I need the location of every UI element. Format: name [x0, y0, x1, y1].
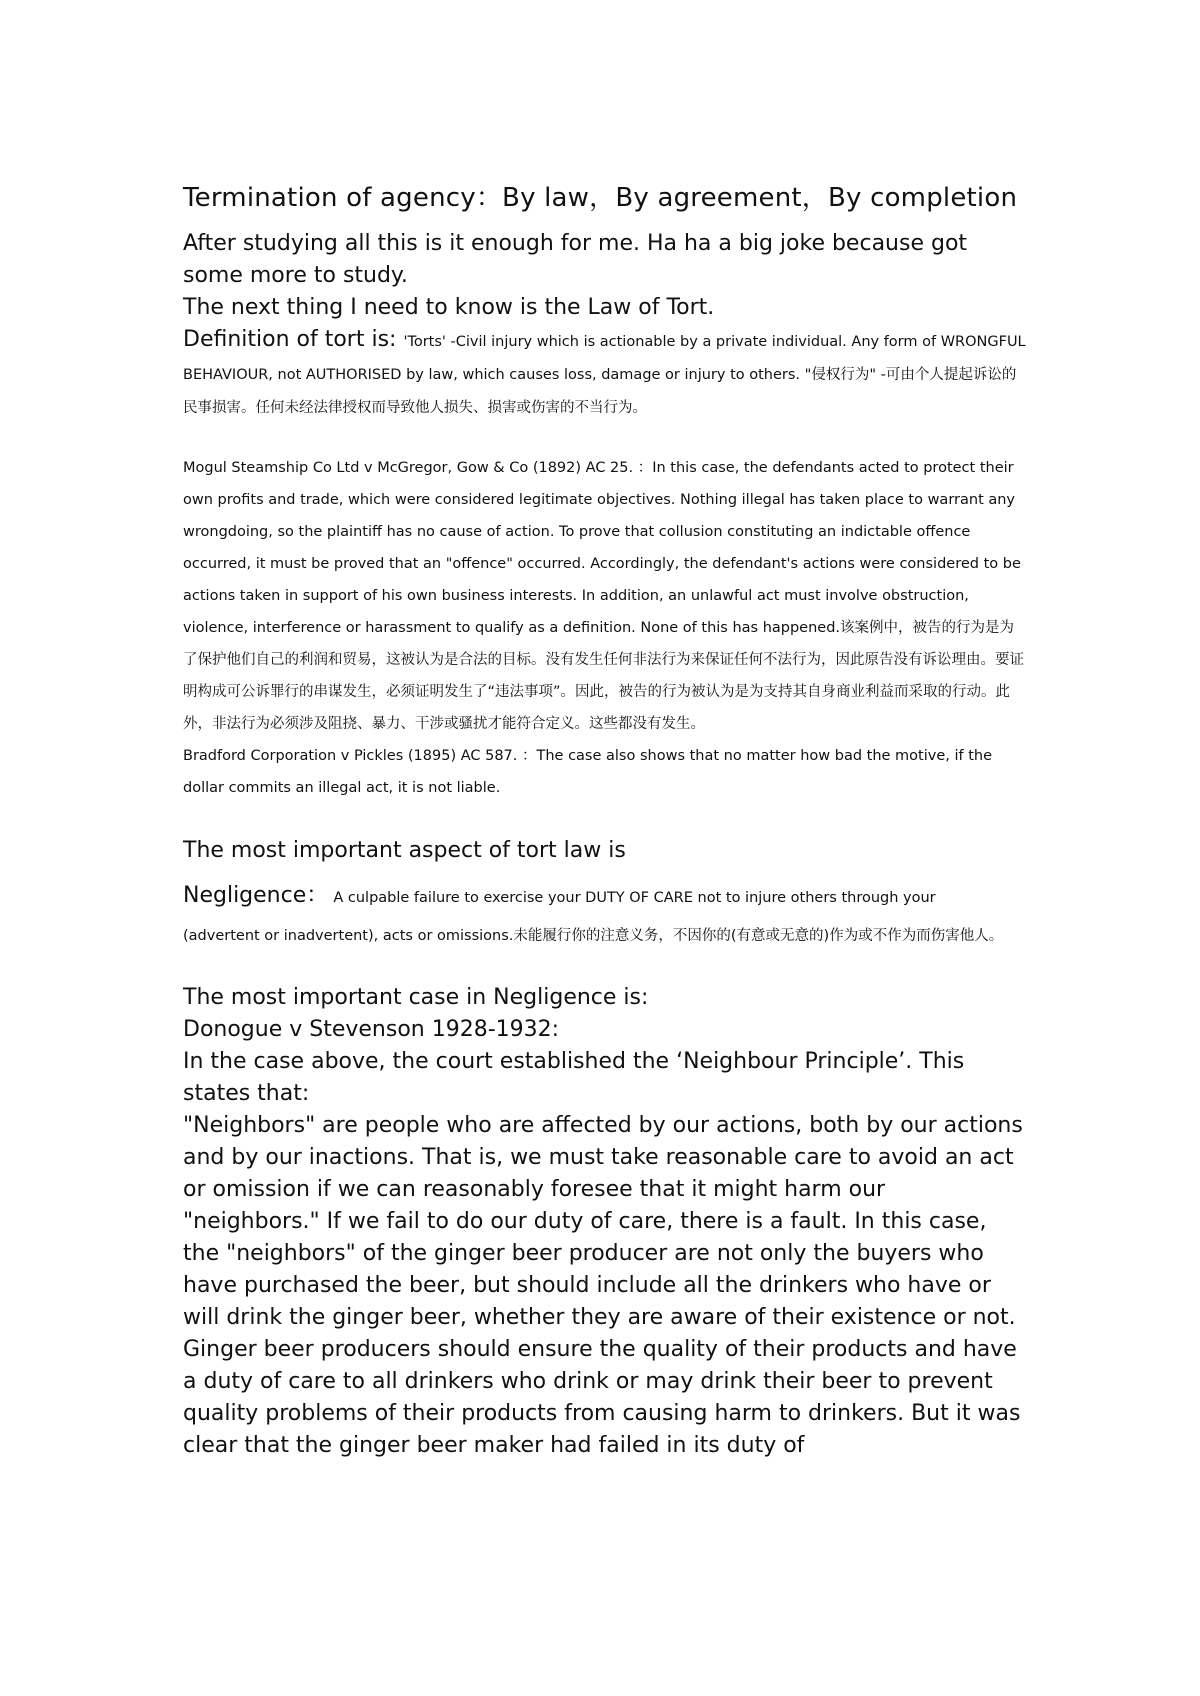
negligence-text: A culpable failure to exercise your DUTY OF CARE not to injure others through your [333, 890, 936, 906]
spacer [183, 424, 1028, 452]
negligence-lead: Negligence： [183, 883, 329, 908]
intro-line-2: The next thing I need to know is the Law of Tort. [183, 295, 715, 320]
spacer [183, 952, 1028, 982]
neighbour-principle: In the case above, the court established the ‘Neighbour Principle’. This states that: [183, 1049, 965, 1106]
definition-text: 'Torts' -Civil injury which is actionable by a private individual. Any form of WRONGFUL BEHAVIOUR, not AUTHORISED by law, which causes loss, damage or injury to others. "侵权行为" -可由个人提起诉讼的民事损害。任何未经法律授权而导致他人损失、损害或伤害的不当行为。 [183, 334, 1026, 416]
case-name: Donogue v Stevenson 1928-1932: [183, 1017, 560, 1042]
intro-line-1: After studying all this is it enough for me. Ha ha a big joke because got some more to study. [183, 231, 968, 288]
negligence-definition [183, 874, 1028, 920]
page-heading: Termination of agency：By law，By agreement，By completion [183, 183, 1018, 213]
case-title: The most important case in Negligence is: [183, 985, 649, 1010]
case-bradford: Bradford Corporation v Pickles (1895) AC 587. ：The case also shows that no matter how bad the motive, if the dollar commits an illegal act, it is not liable. [183, 748, 993, 796]
case-mogul: Mogul Steamship Co Ltd v McGregor, Gow & Co (1892) AC 25. ：In this case, the defendants acted to protect their own profits and trade, which were considered legitimate objectives. Nothing illegal has taken place to warrant any wrongdoing, so the plaintiff has no cause of action. To prove that collusion constituting an indictable offence occurred, it must be proved that an "offence" occurred. Accordingly, the defendant's actions were considered to be actions taken in support of his own business interests. In addition, an unlawful act must involve obstruction, violence, interference or harassment to qualify as a definition. None of this has happened.该案例中，被告的行为是为了保护他们自己的利润和贸易，这被认为是合法的目标。没有发生任何非法行为来保证任何不法行为，因此原告没有诉讼理由。要证明构成可公诉罪行的串谋发生，必须证明发生了“违法事项”。因此，被告的行为被认为是为支持其自身商业利益而采取的行动。此外，非法行为必须涉及阻挠、暴力、干涉或骚扰才能符合定义。这些都没有发生。 [183, 460, 1024, 732]
spacer [183, 804, 1028, 828]
tort-definition [183, 324, 1028, 424]
definition-lead: Definition of tort is: [183, 327, 404, 352]
aspect-title: The most important aspect of tort law is [183, 838, 626, 863]
neighbour-quote: "Neighbors" are people who are affected by our actions, both by our actions and by our inactions. That is, we must take reasonable care to avoid an act or omission if we can reasonably foresee that it might harm our "neighbors." If we fail to do our duty of care, there is a fault. In this case, the "neighbors" of the ginger beer producer are not only the buyers who have purchased the beer, but should include all the drinkers who have or will drink the ginger beer, whether they are aware of their existence or not. Ginger beer producers should ensure the quality of their products and have a duty of care to all drinkers who drink or may drink their beer to prevent quality problems of their products from causing harm to drinkers. But it was clear that the ginger beer maker had failed in its duty of [183, 1113, 1023, 1458]
negligence-continuation: (advertent or inadvertent), acts or omissions.未能履行你的注意义务，不因你的(有意或无意的)作为或不作为而伤害他人。 [183, 928, 1004, 944]
document-page [183, 168, 1028, 1462]
